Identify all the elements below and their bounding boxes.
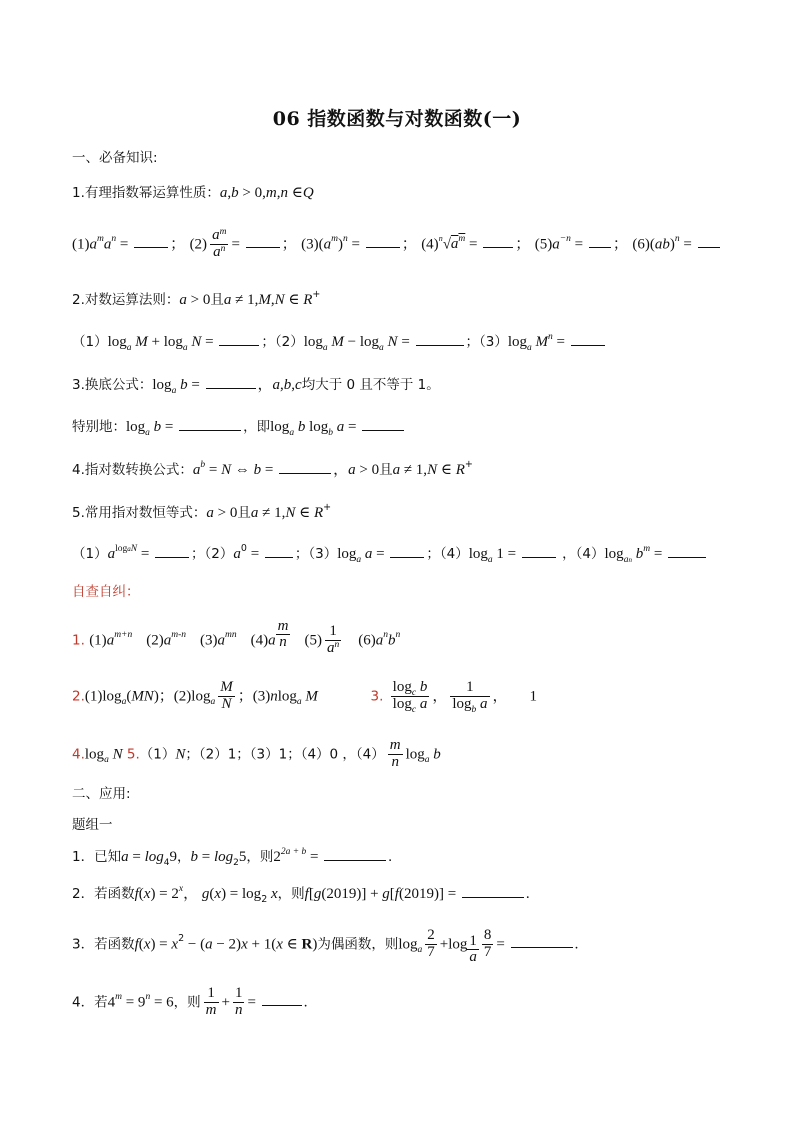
item4-label: 4.指对数转换公式：: [72, 462, 193, 478]
item1-formulas: $(1)a^ma^n$ = ； (2) $\frac{a^m}{a^n}$ = ； $(3)(a^m)^n$ = ； $(4)^n√a^m$ = ； $(5)a^{-n}$ = ； (6)(ab)$^n$ =: [72, 228, 722, 261]
q3-prefix: 3．若函数: [72, 936, 135, 953]
special-case: 特别地：$\log_a b$ = ，即$\log_a b$ $\log_b a$ =: [72, 415, 406, 436]
q1-mid: ，: [176, 849, 191, 865]
item5-formulas: $(1)a^{logaN}$ = ；$(2)a^0$ = ；$(3)\log_a$ a = ；$(4)\log_a$ 1 = ，$(4)\log_{an}$ $b^m$ =: [72, 542, 708, 563]
self-check-heading: 自查自纠：: [72, 584, 140, 600]
q4-then: ，则: [173, 994, 201, 1011]
item4-rule: 4.指对数转换公式：$a^b = N$ ⇔ b = ，a > 0且a ≠ 1,N ∈ R+: [72, 459, 473, 478]
item5-label: 5.常用指对数恒等式：: [72, 505, 207, 521]
and-word-2: 且: [237, 505, 251, 521]
item5-rule: 5.常用指对数恒等式：a > 0且a ≠ 1,N ∈ R+: [72, 502, 332, 521]
item3-label: 3.换底公式：: [72, 377, 153, 393]
question-4: 4．若$4^m = 9^n = 6$，则 $\frac{1}{m}$ + $\frac{1}{n}$ = .: [72, 985, 308, 1018]
cond-and: 且: [379, 462, 393, 478]
q2-then: ，则: [277, 886, 305, 902]
and-word: 且: [210, 292, 224, 308]
q4-prefix: 4．若: [72, 994, 108, 1011]
question-2: 2．若函数$f(x) = 2^x$， $g(x) = \log_2 x$，则f[g(2019)] + g[f(2019)] = .: [72, 884, 530, 905]
item2-label: 2.对数运算法则：: [72, 292, 180, 308]
special-label: 特别地：: [72, 419, 126, 435]
item1-rule: 1.有理指数幂运算性质：a,b > 0,m,n ∈Q: [72, 185, 314, 201]
section-heading-knowledge: 一、必备知识:: [72, 150, 158, 166]
group-heading: 题组一: [72, 817, 113, 833]
special-mid: ，即: [243, 419, 271, 435]
q1-prefix: 1．已知: [72, 849, 122, 865]
page-title: 06 指数函数与对数函数(一): [272, 108, 522, 130]
item3-rule: 3.换底公式：$\log_a b$ = ，a,b,c均大于 0 且不等于 1。: [72, 377, 440, 396]
q1-then: ，则: [246, 849, 274, 865]
question-1: 1．已知$a = \log_49$，$b = \log_25$，则$2^{2a + b}$ = .: [72, 847, 392, 868]
q3-mid: 为偶函数，则: [317, 936, 399, 953]
question-3: 3．若函数$f(x) = x^2 - (a - 2)x + 1(x$ ∈ R)为偶函数，则$\log_a$ $\frac{2}{7}$ +log $_{\frac{1}{a}}$ $\frac{8}{7}$ = .: [72, 927, 579, 966]
q2-prefix: 2．若函数: [72, 886, 135, 902]
section-heading-application: 二、应用:: [72, 786, 131, 802]
item3-tail: 均大于 0 且不等于 1。: [301, 377, 440, 393]
item2-formulas: $(1)\log_a$ $M + \log_a N$ = ；$(2)\log_a$ $M - \log_a N$ = ；$(3)\log_a$ $M^n$ =: [72, 330, 607, 351]
answer-1: 1. $(1)a^{m+n}$ $(2)a^{m-n}$ $(3)a^{mn}$ (4)a $^{\frac{m}{n}}$ (5) $\frac{1}{a^n}$ $(6)a^nb^n$: [72, 617, 401, 656]
answer-4-5: $4.\log_a$ N 5.（1）N；（2）1；（3）1；（4）0 ，（4） $\frac{m}{n}$ $\log_a b$: [72, 737, 441, 770]
answer-2-3: $2.(1)\log_a(MN)$；$(2)\log_a$ $\frac{M}{N}$ ；(3)nlog$_a$ M 3. $\frac{\log_c b}{\log_c a}$ ， $\frac{1}{\log_b a}$ ， 1: [72, 679, 538, 715]
item1-label: 1.有理指数幂运算性质：: [72, 185, 220, 201]
item2-rule: 2.对数运算法则：a > 0且a ≠ 1,M,N ∈ R+: [72, 289, 321, 308]
